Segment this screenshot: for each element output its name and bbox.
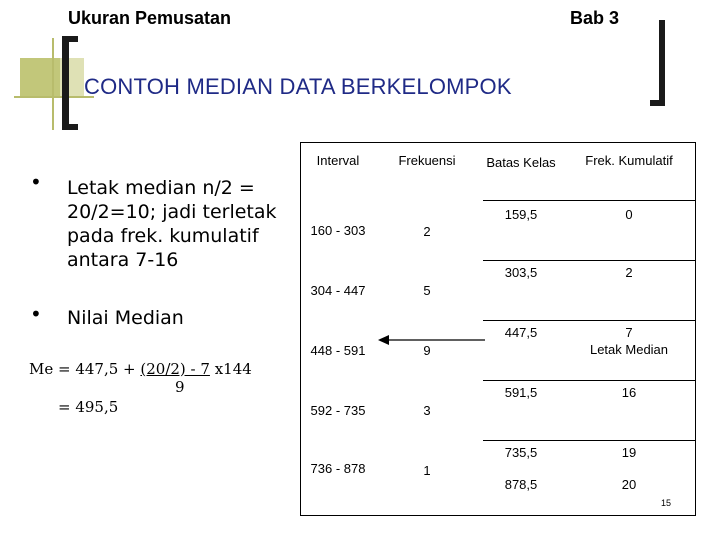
boundary-cell: 878,5 — [504, 477, 538, 492]
decorative-bracket-right — [648, 20, 672, 110]
boundary-cell: 159,5 — [504, 207, 538, 222]
column-header-boundary: Batas Kelas — [486, 155, 556, 170]
boundary-cell: 591,5 — [504, 385, 538, 400]
formula-denominator: 9 — [175, 378, 185, 396]
cumulative-cell: 20 — [621, 477, 637, 492]
bullet-line: Letak median n/2 = — [67, 177, 255, 199]
bullet-line: antara 7-16 — [67, 249, 179, 271]
slide-title: CONTOH MEDIAN DATA BERKELOMPOK — [84, 74, 512, 99]
bullet-marker: • — [30, 170, 42, 194]
formula-suffix: x144 — [209, 360, 252, 378]
frequency-cell: 5 — [423, 283, 431, 298]
formula-prefix: Me = 447,5 + — [29, 360, 141, 378]
column-header-frequency: Frekuensi — [398, 153, 456, 168]
boundary-cell: 447,5 — [504, 325, 538, 340]
formula-result: = 495,5 — [58, 398, 119, 416]
bullet-median-value — [67, 306, 184, 330]
interval-cell: 448 - 591 — [310, 343, 366, 358]
median-position-label: Letak Median — [589, 342, 669, 357]
bullet-marker: • — [30, 302, 42, 326]
bullet-line: 20/2=10; jadi terletak — [67, 201, 277, 223]
interval-cell: 160 - 303 — [310, 223, 366, 238]
median-arrow-icon — [301, 143, 695, 515]
chapter-topic: Ukuran Pemusatan — [68, 8, 232, 28]
frequency-cell: 3 — [423, 403, 431, 418]
bullet-line: pada frek. kumulatif — [67, 225, 259, 247]
column-header-interval: Interval — [316, 153, 360, 168]
bullet-median-position — [67, 176, 297, 272]
median-formula — [29, 360, 252, 378]
bullet-line: Nilai Median — [67, 307, 184, 329]
column-header-cumulative: Frek. Kumulatif — [585, 153, 673, 168]
cumulative-cell: 0 — [625, 207, 633, 222]
interval-cell: 736 - 878 — [310, 461, 366, 476]
frequency-cell: 9 — [423, 343, 431, 358]
formula-numerator: (20/2) - 7 — [140, 360, 210, 378]
cumulative-cell: 7 — [625, 325, 633, 340]
cumulative-cell: 16 — [621, 385, 637, 400]
boundary-cell: 303,5 — [504, 265, 538, 280]
page-number: 15 — [661, 498, 672, 508]
decorative-bracket-left — [0, 0, 110, 140]
chapter-number: Bab 3 — [570, 8, 620, 28]
interval-cell: 592 - 735 — [310, 403, 366, 418]
frequency-cell: 1 — [423, 463, 431, 478]
frequency-table — [300, 142, 696, 516]
frequency-cell: 2 — [423, 224, 431, 239]
interval-cell: 304 - 447 — [310, 283, 366, 298]
cumulative-cell: 2 — [625, 265, 633, 280]
cumulative-cell: 19 — [621, 445, 637, 460]
boundary-cell: 735,5 — [504, 445, 538, 460]
